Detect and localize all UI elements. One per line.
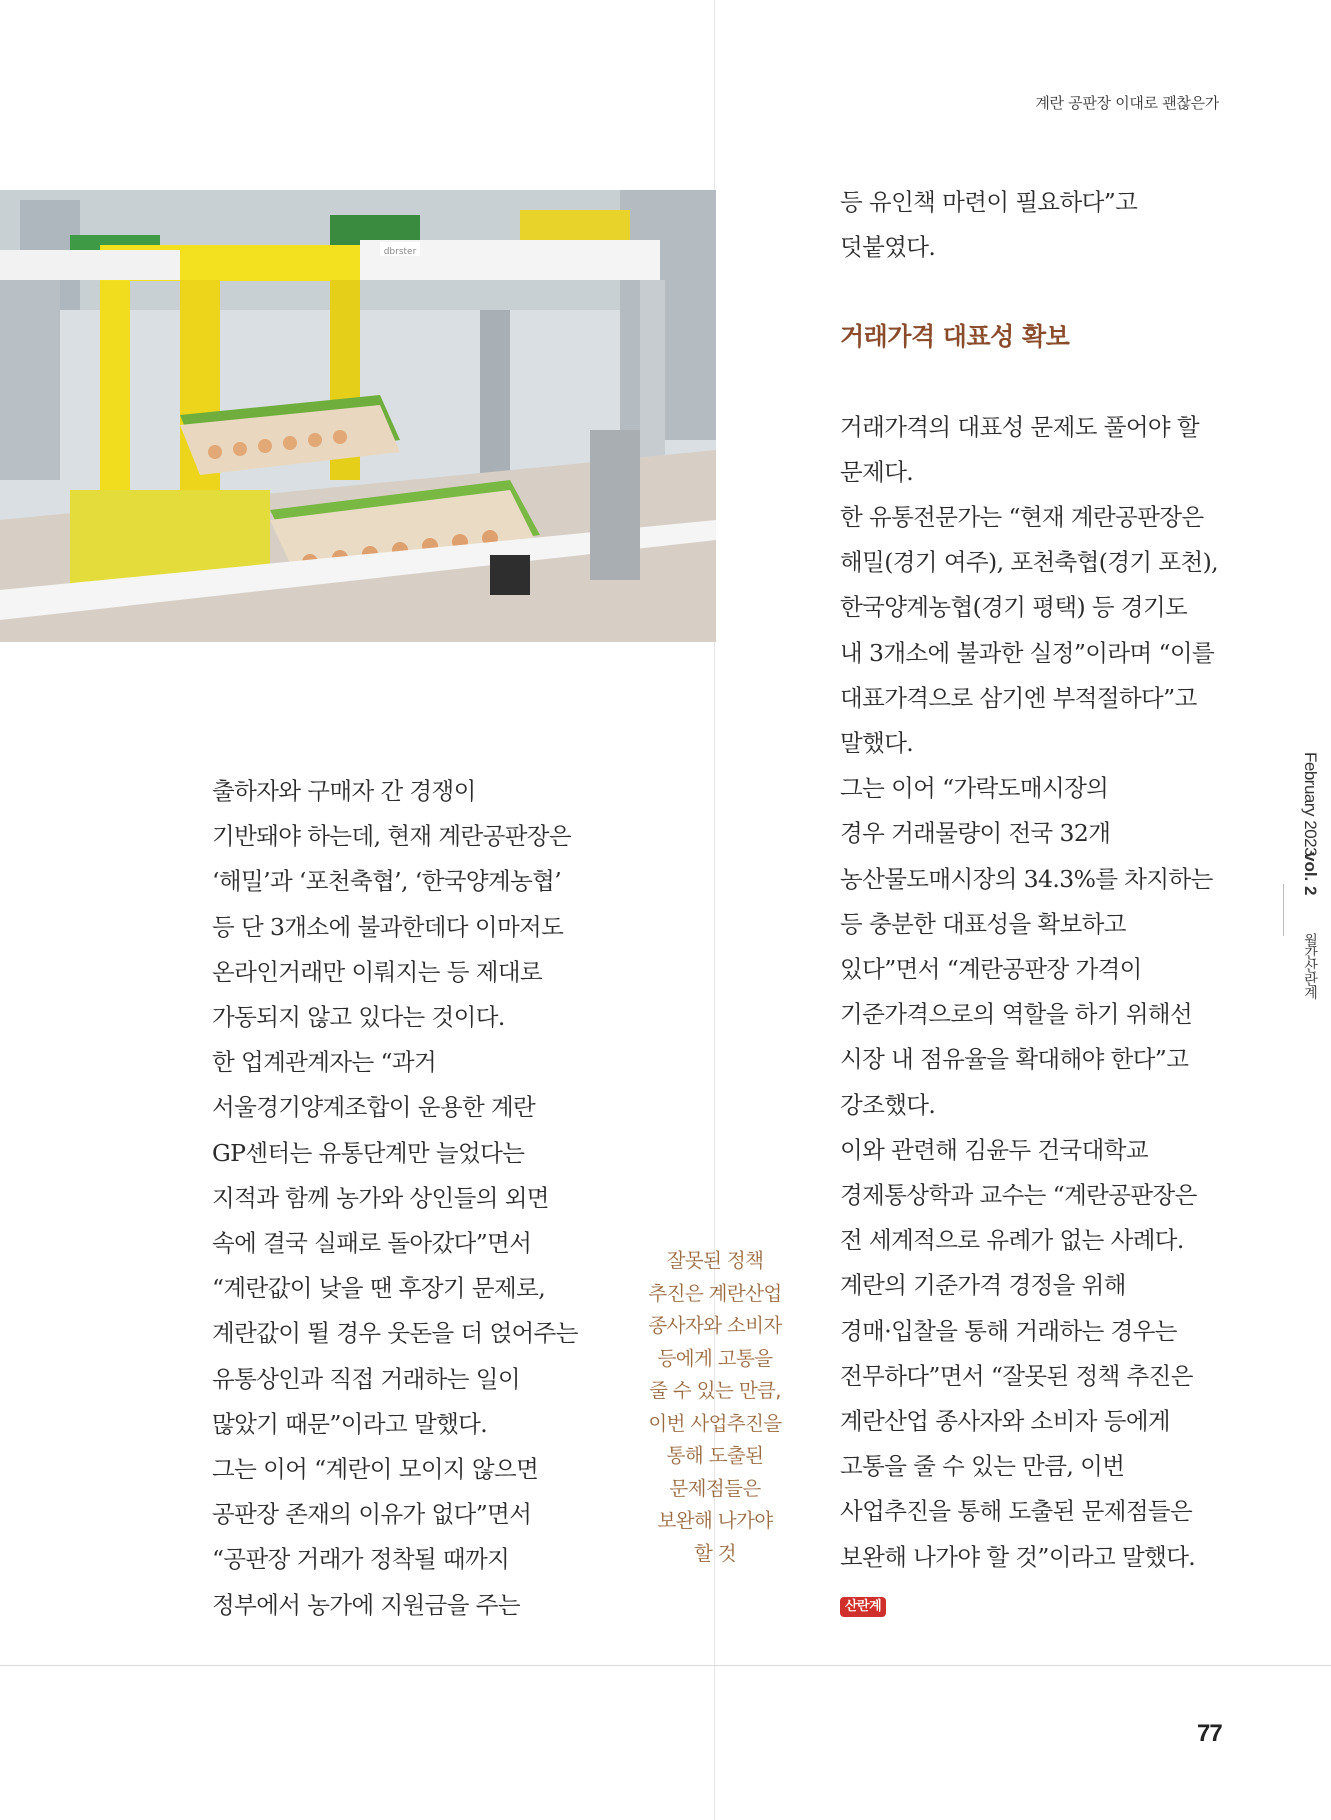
- left-line: 온라인거래만 이뤄지는 등 제대로: [212, 957, 543, 986]
- right-line: 문제다.: [840, 457, 914, 486]
- sidebar-divider: [1283, 884, 1284, 936]
- machine-sticker: dbrster: [383, 247, 417, 257]
- right-line: 전 세계적으로 유례가 없는 사례다.: [840, 1226, 1184, 1255]
- right-line: 대표가격으로 삼기엔 부적절하다”고: [840, 683, 1197, 712]
- left-line: 서울경기양계조합이 운용한 계란: [212, 1093, 536, 1122]
- left-line: “공판장 거래가 정착될 때까지: [212, 1545, 510, 1574]
- left-line: ‘해밀’과 ‘포천축협’, ‘한국양계농협’: [212, 867, 562, 896]
- right-line: 말했다.: [840, 729, 914, 758]
- right-line: 해밀(경기 여주), 포천축협(경기 포천),: [840, 548, 1219, 577]
- right-line: 강조했다.: [840, 1090, 936, 1119]
- pull-quote-line: 보완해 나가야: [657, 1509, 773, 1532]
- right-line: 전무하다”면서 “잘못된 정책 추진은: [840, 1361, 1193, 1390]
- pull-quote-line: 이번 사업추진을: [648, 1411, 782, 1435]
- pull-quote: [630, 1245, 800, 1570]
- right-line: 있다”면서 “계란공판장 가격이: [840, 955, 1142, 984]
- left-line: 한 업계관계자는 “과거: [212, 1048, 437, 1077]
- right-intro-line: 등 유인책 마련이 필요하다”고: [840, 188, 1138, 216]
- article-end-mark: 산란계: [840, 1597, 886, 1617]
- right-line: 계란의 기준가격 경정을 위해: [840, 1271, 1126, 1300]
- right-line: 한국양계농협(경기 평택) 등 경기도: [840, 593, 1188, 622]
- left-line: 많았기 때문”이라고 말했다.: [212, 1409, 488, 1438]
- right-column-text: [840, 180, 1240, 1625]
- left-line: GP센터는 유통단계만 늘었다는: [212, 1138, 525, 1167]
- right-line: 농산물도매시장의 34.3%를 차지하는: [840, 864, 1213, 893]
- pull-quote-line: 추진은 계란산업: [648, 1281, 782, 1305]
- right-line: 시장 내 점유율을 확대해야 한다”고: [840, 1045, 1189, 1074]
- issue-volume: vol. 2: [1301, 852, 1320, 896]
- right-intro-line: 덧붙였다.: [840, 233, 936, 262]
- left-line: 정부에서 농가에 지원금을 주는: [212, 1590, 520, 1619]
- magazine-name: 월간산란계: [1302, 933, 1318, 1000]
- left-line: 출하자와 구매자 간 경쟁이: [212, 777, 476, 805]
- running-title: 계란 공판장 이대로 괜찮은가: [1035, 94, 1219, 112]
- right-line: 사업추진을 통해 도출된 문제점들은: [840, 1497, 1193, 1526]
- left-line: 공판장 존재의 이유가 없다”면서: [212, 1500, 532, 1529]
- left-line: 그는 이어 “계란이 모이지 않으면: [212, 1455, 539, 1484]
- right-line: 내 3개소에 불과한 실정”이라며 “이를: [840, 638, 1215, 667]
- right-line: 보완해 나가야 할 것”이라고 말했다.: [840, 1542, 1196, 1571]
- right-line: 경제통상학과 교수는 “계란공판장은: [840, 1181, 1197, 1210]
- right-line: 경매·입찰을 통해 거래하는 경우는: [840, 1316, 1177, 1345]
- right-line: 계란산업 종사자와 소비자 등에게: [840, 1407, 1171, 1436]
- pull-quote-line: 종사자와 소비자: [648, 1314, 782, 1337]
- right-line: 등 충분한 대표성을 확보하고: [840, 909, 1126, 938]
- left-line: 가동되지 않고 있다는 것이다.: [212, 1003, 505, 1032]
- left-line: 지적과 함께 농가와 상인들의 외면: [212, 1183, 549, 1212]
- pull-quote-line: 잘못된 정책: [666, 1249, 764, 1272]
- left-column-text: [212, 769, 612, 1628]
- section-subheading: 거래가격 대표성 확보: [840, 322, 1070, 352]
- pull-quote-line: 등에게 고통을: [657, 1346, 773, 1370]
- right-line: 그는 이어 “가락도매시장의: [840, 774, 1109, 803]
- left-line: 속에 결국 실패로 돌아갔다”면서: [212, 1229, 532, 1258]
- right-line: 고통을 줄 수 있는 만큼, 이번: [840, 1452, 1125, 1481]
- page-number: 77: [1197, 1720, 1222, 1747]
- footer-rule: [0, 1665, 1331, 1666]
- issue-date: February 2023: [1301, 752, 1320, 857]
- pull-quote-line: 통해 도출된: [666, 1444, 764, 1467]
- left-line: 기반돼야 하는데, 현재 계란공판장은: [212, 822, 571, 851]
- left-line: 계란값이 뛸 경우 웃돈을 더 얹어주는: [212, 1319, 578, 1348]
- pull-quote-line: 줄 수 있는 만큼,: [649, 1379, 781, 1402]
- egg-packing-machine-photo: [0, 190, 716, 642]
- right-line: 기준가격으로의 역할을 하기 위해선: [840, 1000, 1193, 1029]
- left-line: 유통상인과 직접 거래하는 일이: [212, 1364, 520, 1393]
- left-line: “계란값이 낮을 땐 후장기 문제로,: [212, 1274, 546, 1303]
- left-line: 등 단 3개소에 불과한데다 이마저도: [212, 912, 564, 941]
- pull-quote-line: 할 것: [693, 1541, 737, 1565]
- right-line: 거래가격의 대표성 문제도 풀어야 할: [840, 412, 1199, 441]
- pull-quote-line: 문제점들은: [669, 1476, 761, 1500]
- right-line: 한 유통전문가는 “현재 계란공판장은: [840, 503, 1204, 532]
- right-line: 경우 거래물량이 전국 32개: [840, 819, 1111, 848]
- right-line: 이와 관련해 김윤두 건국대학교: [840, 1135, 1148, 1164]
